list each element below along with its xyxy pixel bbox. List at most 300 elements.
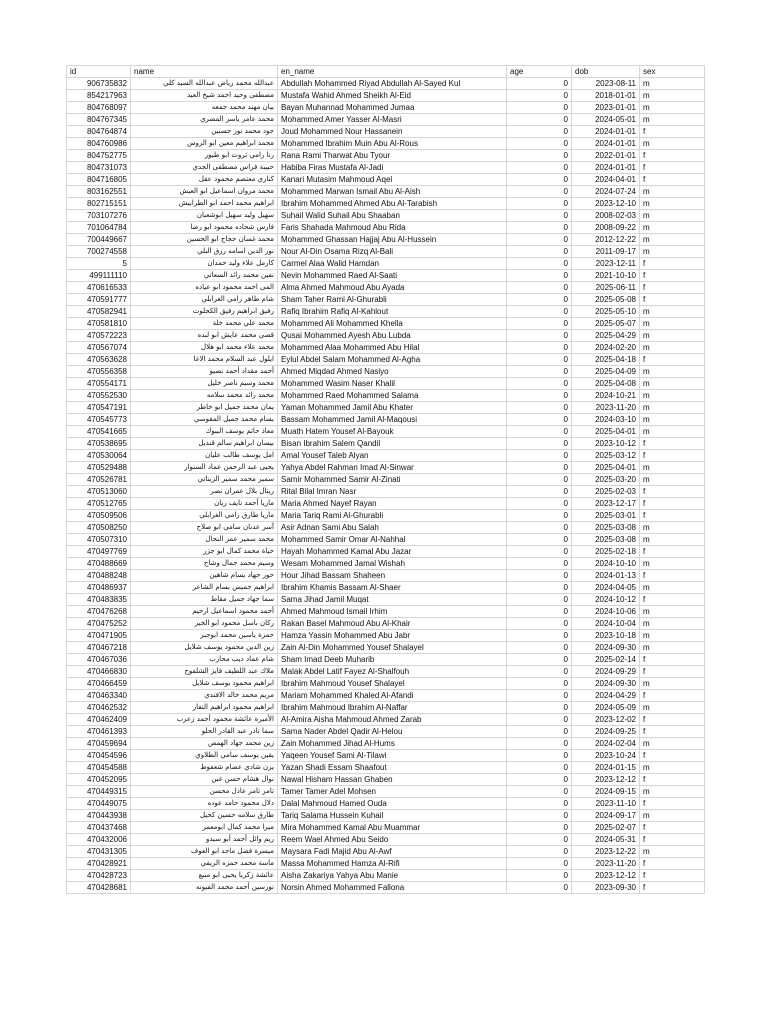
cell-en-name[interactable]: Ibrahim Khamis Bassam Al-Shaer <box>278 582 507 594</box>
cell-age[interactable]: 0 <box>507 882 572 894</box>
cell-sex[interactable]: f <box>640 546 705 558</box>
cell-id[interactable]: 470581810 <box>67 318 131 330</box>
cell-en-name[interactable]: Suhail Walid Suhail Abu Shaaban <box>278 210 507 222</box>
cell-name[interactable]: ملاك عبد اللطيف فايز الشلفوح <box>131 666 278 678</box>
cell-sex[interactable]: m <box>640 630 705 642</box>
cell-dob[interactable]: 2024-09-15 <box>572 786 640 798</box>
cell-sex[interactable]: m <box>640 426 705 438</box>
cell-sex[interactable]: f <box>640 594 705 606</box>
cell-en-name[interactable]: Joud Mohammed Nour Hassanein <box>278 126 507 138</box>
cell-dob[interactable]: 2025-04-08 <box>572 378 640 390</box>
cell-sex[interactable]: f <box>640 486 705 498</box>
cell-en-name[interactable]: Nour Al-Din Osama Rizq Al-Bali <box>278 246 507 258</box>
cell-name[interactable]: محمد رائد محمد سلامه <box>131 390 278 402</box>
cell-id[interactable]: 803162551 <box>67 186 131 198</box>
cell-id[interactable]: 470463340 <box>67 690 131 702</box>
cell-age[interactable]: 0 <box>507 750 572 762</box>
cell-id[interactable]: 701064784 <box>67 222 131 234</box>
cell-id[interactable]: 470530064 <box>67 450 131 462</box>
cell-dob[interactable]: 2024-04-29 <box>572 690 640 702</box>
cell-dob[interactable]: 2025-05-07 <box>572 318 640 330</box>
cell-dob[interactable]: 2025-04-18 <box>572 354 640 366</box>
cell-age[interactable]: 0 <box>507 258 572 270</box>
cell-name[interactable]: ماسة محمد حمزه الريفي <box>131 858 278 870</box>
cell-id[interactable]: 470545773 <box>67 414 131 426</box>
cell-dob[interactable]: 2023-11-20 <box>572 402 640 414</box>
cell-id[interactable]: 700274558 <box>67 246 131 258</box>
cell-en-name[interactable]: Mohammed Amer Yasser Al-Masri <box>278 114 507 126</box>
cell-id[interactable]: 470452095 <box>67 774 131 786</box>
cell-sex[interactable]: m <box>640 558 705 570</box>
cell-id[interactable]: 470507310 <box>67 534 131 546</box>
cell-sex[interactable]: f <box>640 570 705 582</box>
cell-en-name[interactable]: Malak Abdel Latif Fayez Al-Shalfouh <box>278 666 507 678</box>
cell-id[interactable]: 499111110 <box>67 270 131 282</box>
cell-dob[interactable]: 2018-01-01 <box>572 90 640 102</box>
cell-en-name[interactable]: Zain Al-Din Mohammed Yousef Shalayel <box>278 642 507 654</box>
cell-sex[interactable]: m <box>640 90 705 102</box>
cell-dob[interactable]: 2024-03-10 <box>572 414 640 426</box>
cell-age[interactable]: 0 <box>507 138 572 150</box>
cell-name[interactable]: حمزة ياسين محمد ابوجبر <box>131 630 278 642</box>
cell-id[interactable]: 470476268 <box>67 606 131 618</box>
cell-age[interactable]: 0 <box>507 174 572 186</box>
cell-sex[interactable]: m <box>640 210 705 222</box>
cell-age[interactable]: 0 <box>507 606 572 618</box>
cell-age[interactable]: 0 <box>507 522 572 534</box>
cell-id[interactable]: 470466830 <box>67 666 131 678</box>
cell-age[interactable]: 0 <box>507 366 572 378</box>
cell-id[interactable]: 5 <box>67 258 131 270</box>
cell-sex[interactable]: m <box>640 786 705 798</box>
cell-en-name[interactable]: Tariq Salama Hussein Kuhail <box>278 810 507 822</box>
cell-sex[interactable]: f <box>640 798 705 810</box>
cell-id[interactable]: 804731073 <box>67 162 131 174</box>
cell-dob[interactable]: 2024-10-10 <box>572 558 640 570</box>
cell-sex[interactable]: m <box>640 342 705 354</box>
cell-en-name[interactable]: Sham Taher Rami Al-Ghurabli <box>278 294 507 306</box>
cell-id[interactable]: 470582941 <box>67 306 131 318</box>
cell-id[interactable]: 470454588 <box>67 762 131 774</box>
cell-en-name[interactable]: Kanari Mutasim Mahmoud Aqel <box>278 174 507 186</box>
cell-en-name[interactable]: Mustafa Wahid Ahmed Sheikh Al-Eid <box>278 90 507 102</box>
cell-sex[interactable]: m <box>640 582 705 594</box>
cell-sex[interactable]: f <box>640 774 705 786</box>
cell-id[interactable]: 470616533 <box>67 282 131 294</box>
cell-sex[interactable]: m <box>640 114 705 126</box>
cell-name[interactable]: يقين يوسف سامي الطلاوي <box>131 750 278 762</box>
cell-name[interactable]: المى احمد محمود ابو عياده <box>131 282 278 294</box>
cell-en-name[interactable]: Habiba Firas Mustafa Al-Jadi <box>278 162 507 174</box>
cell-en-name[interactable]: Reem Wael Ahmed Abu Seido <box>278 834 507 846</box>
cell-sex[interactable]: f <box>640 654 705 666</box>
cell-age[interactable]: 0 <box>507 426 572 438</box>
cell-en-name[interactable]: Yaman Mohammed Jamil Abu Khater <box>278 402 507 414</box>
cell-age[interactable]: 0 <box>507 714 572 726</box>
cell-id[interactable]: 470437468 <box>67 822 131 834</box>
cell-id[interactable]: 470466459 <box>67 678 131 690</box>
cell-en-name[interactable]: Mohammed Ghassan Hajjaj Abu Al-Hussein <box>278 234 507 246</box>
cell-age[interactable]: 0 <box>507 594 572 606</box>
cell-sex[interactable]: m <box>640 138 705 150</box>
cell-dob[interactable]: 2024-05-09 <box>572 702 640 714</box>
cell-name[interactable]: عبدالله محمد رياض عبدالله السيد كلي <box>131 78 278 90</box>
cell-dob[interactable]: 2024-04-05 <box>572 582 640 594</box>
cell-id[interactable]: 470454596 <box>67 750 131 762</box>
cell-en-name[interactable]: Zain Mohammed Jihad Al-Hums <box>278 738 507 750</box>
cell-name[interactable]: ماريا أحمد نايف ريان <box>131 498 278 510</box>
cell-en-name[interactable]: Hour Jihad Bassam Shaheen <box>278 570 507 582</box>
cell-sex[interactable]: m <box>640 330 705 342</box>
cell-dob[interactable]: 2024-09-30 <box>572 678 640 690</box>
cell-id[interactable]: 470563628 <box>67 354 131 366</box>
cell-name[interactable]: يزن شادي عصام شعفوط <box>131 762 278 774</box>
cell-en-name[interactable]: Carmel Alaa Walid Hamdan <box>278 258 507 270</box>
cell-id[interactable]: 470428681 <box>67 882 131 894</box>
cell-sex[interactable]: f <box>640 690 705 702</box>
cell-en-name[interactable]: Ibrahim Mahmoud Ibrahim Al-Naffar <box>278 702 507 714</box>
cell-id[interactable]: 470432006 <box>67 834 131 846</box>
cell-sex[interactable]: f <box>640 450 705 462</box>
cell-dob[interactable]: 2025-03-20 <box>572 474 640 486</box>
cell-sex[interactable]: f <box>640 126 705 138</box>
cell-id[interactable]: 470541665 <box>67 426 131 438</box>
cell-name[interactable]: نورسين أحمد محمد الفيونه <box>131 882 278 894</box>
cell-sex[interactable]: f <box>640 714 705 726</box>
cell-age[interactable]: 0 <box>507 354 572 366</box>
cell-age[interactable]: 0 <box>507 114 572 126</box>
cell-id[interactable]: 804716805 <box>67 174 131 186</box>
cell-dob[interactable]: 2008-09-22 <box>572 222 640 234</box>
cell-dob[interactable]: 2025-04-01 <box>572 462 640 474</box>
cell-age[interactable]: 0 <box>507 726 572 738</box>
cell-name[interactable]: امل يوسف طالب عليان <box>131 450 278 462</box>
cell-id[interactable]: 470428921 <box>67 858 131 870</box>
cell-sex[interactable]: f <box>640 726 705 738</box>
cell-name[interactable]: ريم وائل أحمد أبو سيدو <box>131 834 278 846</box>
cell-name[interactable]: ابراهيم محمد احمد ابو الطرابيش <box>131 198 278 210</box>
cell-id[interactable]: 804752775 <box>67 150 131 162</box>
cell-age[interactable]: 0 <box>507 798 572 810</box>
cell-age[interactable]: 0 <box>507 78 572 90</box>
cell-name[interactable]: حياة محمد كمال ابو جزر <box>131 546 278 558</box>
cell-en-name[interactable]: Tamer Tamer Adel Mohsen <box>278 786 507 798</box>
cell-en-name[interactable]: Mohammed Ali Mohammed Khella <box>278 318 507 330</box>
cell-name[interactable]: تامر تامر عادل محسن <box>131 786 278 798</box>
cell-sex[interactable]: m <box>640 642 705 654</box>
cell-sex[interactable]: f <box>640 834 705 846</box>
cell-name[interactable]: شام طاهر رامي الغرابلي <box>131 294 278 306</box>
cell-age[interactable]: 0 <box>507 738 572 750</box>
cell-sex[interactable]: m <box>640 306 705 318</box>
cell-name[interactable]: سما جهاد جميل مقاط <box>131 594 278 606</box>
column-header-sex[interactable]: sex <box>640 66 705 78</box>
cell-en-name[interactable]: Abdullah Mohammed Riyad Abdullah Al-Sayed Kul <box>278 78 507 90</box>
cell-dob[interactable]: 2023-08-11 <box>572 78 640 90</box>
cell-name[interactable]: ابراهيم محمود يوسف شلايل <box>131 678 278 690</box>
cell-age[interactable]: 0 <box>507 126 572 138</box>
cell-name[interactable]: كارمل علاء وليد حمدان <box>131 258 278 270</box>
cell-name[interactable]: سمير محمد سمير الزيناتي <box>131 474 278 486</box>
cell-en-name[interactable]: Al-Amira Aisha Mahmoud Ahmed Zarab <box>278 714 507 726</box>
cell-name[interactable]: الأميرة عائشة محمود أحمد زعرب <box>131 714 278 726</box>
cell-id[interactable]: 470459694 <box>67 738 131 750</box>
cell-sex[interactable]: m <box>640 102 705 114</box>
cell-sex[interactable]: m <box>640 222 705 234</box>
cell-id[interactable]: 804768097 <box>67 102 131 114</box>
cell-en-name[interactable]: Maysara Fadi Majid Abu Al-Awf <box>278 846 507 858</box>
cell-age[interactable]: 0 <box>507 474 572 486</box>
cell-en-name[interactable]: Mohammed Marwan Ismail Abu Al-Aish <box>278 186 507 198</box>
cell-sex[interactable]: f <box>640 354 705 366</box>
cell-id[interactable]: 470449315 <box>67 786 131 798</box>
cell-id[interactable]: 470467218 <box>67 642 131 654</box>
cell-id[interactable]: 906735832 <box>67 78 131 90</box>
cell-en-name[interactable]: Ahmed Mahmoud Ismail Irhim <box>278 606 507 618</box>
cell-sex[interactable]: f <box>640 294 705 306</box>
cell-en-name[interactable]: Muath Hatem Yousef Al-Bayouk <box>278 426 507 438</box>
cell-dob[interactable]: 2025-03-01 <box>572 510 640 522</box>
cell-dob[interactable]: 2025-02-03 <box>572 486 640 498</box>
cell-name[interactable]: زين الدين محمود يوسف شلايل <box>131 642 278 654</box>
cell-age[interactable]: 0 <box>507 246 572 258</box>
cell-en-name[interactable]: Rafiq Ibrahim Rafiq Al-Kahlout <box>278 306 507 318</box>
cell-age[interactable]: 0 <box>507 870 572 882</box>
cell-id[interactable]: 854217963 <box>67 90 131 102</box>
cell-en-name[interactable]: Samir Mohammed Samir Al-Zinati <box>278 474 507 486</box>
cell-name[interactable]: ريتال بلال عمران نصر <box>131 486 278 498</box>
cell-sex[interactable]: f <box>640 258 705 270</box>
cell-id[interactable]: 470497769 <box>67 546 131 558</box>
cell-id[interactable]: 470428723 <box>67 870 131 882</box>
cell-sex[interactable]: m <box>640 234 705 246</box>
cell-id[interactable]: 470556358 <box>67 366 131 378</box>
cell-age[interactable]: 0 <box>507 438 572 450</box>
cell-sex[interactable]: m <box>640 198 705 210</box>
cell-id[interactable]: 470462532 <box>67 702 131 714</box>
cell-name[interactable]: محمد غسان حجاج ابو الحسين <box>131 234 278 246</box>
cell-dob[interactable]: 2025-05-10 <box>572 306 640 318</box>
cell-en-name[interactable]: Nawal Hisham Hassan Ghaben <box>278 774 507 786</box>
cell-dob[interactable]: 2023-10-18 <box>572 630 640 642</box>
cell-dob[interactable]: 2023-10-24 <box>572 750 640 762</box>
cell-name[interactable]: بسام محمد جميل المقوسي <box>131 414 278 426</box>
cell-name[interactable]: محمد مروان اسماعيل ابو العيش <box>131 186 278 198</box>
cell-age[interactable]: 0 <box>507 282 572 294</box>
cell-age[interactable]: 0 <box>507 786 572 798</box>
cell-sex[interactable]: f <box>640 438 705 450</box>
cell-en-name[interactable]: Alma Ahmed Mahmoud Abu Ayada <box>278 282 507 294</box>
cell-sex[interactable]: m <box>640 762 705 774</box>
cell-name[interactable]: نفين محمد رائد السعاتي <box>131 270 278 282</box>
cell-dob[interactable]: 2023-09-30 <box>572 882 640 894</box>
cell-age[interactable]: 0 <box>507 810 572 822</box>
cell-age[interactable]: 0 <box>507 330 572 342</box>
cell-id[interactable]: 470488669 <box>67 558 131 570</box>
cell-name[interactable]: محمد علي محمد خلة <box>131 318 278 330</box>
cell-sex[interactable]: m <box>640 474 705 486</box>
cell-id[interactable]: 470488248 <box>67 570 131 582</box>
cell-dob[interactable]: 2025-02-18 <box>572 546 640 558</box>
cell-id[interactable]: 470471905 <box>67 630 131 642</box>
cell-dob[interactable]: 2012-12-22 <box>572 234 640 246</box>
cell-sex[interactable]: f <box>640 750 705 762</box>
cell-age[interactable]: 0 <box>507 102 572 114</box>
cell-en-name[interactable]: Mohammed Raed Mohammed Salama <box>278 390 507 402</box>
cell-id[interactable]: 470461393 <box>67 726 131 738</box>
cell-en-name[interactable]: Sham Imad Deeb Muharib <box>278 654 507 666</box>
cell-name[interactable]: محمد سمير عمر النحال <box>131 534 278 546</box>
cell-dob[interactable]: 2022-01-01 <box>572 150 640 162</box>
cell-en-name[interactable]: Hayah Mohammed Kamal Abu Jazar <box>278 546 507 558</box>
cell-name[interactable]: آسر عدنان سامي ابو صلاح <box>131 522 278 534</box>
cell-sex[interactable]: m <box>640 414 705 426</box>
cell-dob[interactable]: 2024-04-01 <box>572 174 640 186</box>
cell-id[interactable]: 802715151 <box>67 198 131 210</box>
cell-en-name[interactable]: Mohammed Samir Omar Al-Nahhal <box>278 534 507 546</box>
cell-dob[interactable]: 2024-01-01 <box>572 138 640 150</box>
cell-age[interactable]: 0 <box>507 414 572 426</box>
cell-name[interactable]: أحمد محمود اسماعيل ارحيم <box>131 606 278 618</box>
cell-dob[interactable]: 2025-02-07 <box>572 822 640 834</box>
cell-dob[interactable]: 2024-05-01 <box>572 114 640 126</box>
cell-id[interactable]: 470552530 <box>67 390 131 402</box>
cell-age[interactable]: 0 <box>507 402 572 414</box>
cell-dob[interactable]: 2025-03-12 <box>572 450 640 462</box>
cell-id[interactable]: 804760986 <box>67 138 131 150</box>
cell-age[interactable]: 0 <box>507 306 572 318</box>
column-header-dob[interactable]: dob <box>572 66 640 78</box>
cell-sex[interactable]: m <box>640 402 705 414</box>
cell-id[interactable]: 470443938 <box>67 810 131 822</box>
cell-en-name[interactable]: Ibrahim Mohammed Ahmed Abu Al-Tarabish <box>278 198 507 210</box>
cell-en-name[interactable]: Maria Ahmed Nayef Rayan <box>278 498 507 510</box>
cell-sex[interactable]: m <box>640 186 705 198</box>
cell-en-name[interactable]: Bayan Muhannad Mohammed Jumaa <box>278 102 507 114</box>
cell-dob[interactable]: 2024-01-13 <box>572 570 640 582</box>
cell-name[interactable]: جود محمد نور حسنين <box>131 126 278 138</box>
cell-dob[interactable]: 2024-09-29 <box>572 666 640 678</box>
cell-dob[interactable]: 2023-12-02 <box>572 714 640 726</box>
cell-name[interactable]: محمد ابراهيم معين ابو الروس <box>131 138 278 150</box>
cell-dob[interactable]: 2025-03-08 <box>572 522 640 534</box>
cell-age[interactable]: 0 <box>507 558 572 570</box>
cell-name[interactable]: نور الدين اسامه رزق البلي <box>131 246 278 258</box>
cell-id[interactable]: 804764874 <box>67 126 131 138</box>
cell-age[interactable]: 0 <box>507 198 572 210</box>
cell-id[interactable]: 470462409 <box>67 714 131 726</box>
cell-age[interactable]: 0 <box>507 318 572 330</box>
cell-en-name[interactable]: Aisha Zakariya Yahya Abu Manie <box>278 870 507 882</box>
cell-sex[interactable]: m <box>640 390 705 402</box>
cell-sex[interactable]: f <box>640 822 705 834</box>
cell-en-name[interactable]: Rana Rami Tharwat Abu Tyour <box>278 150 507 162</box>
cell-age[interactable]: 0 <box>507 210 572 222</box>
cell-dob[interactable]: 2024-01-01 <box>572 162 640 174</box>
cell-name[interactable]: كناري معتصم محمود عقل <box>131 174 278 186</box>
cell-dob[interactable]: 2024-09-25 <box>572 726 640 738</box>
cell-id[interactable]: 470567074 <box>67 342 131 354</box>
cell-age[interactable]: 0 <box>507 618 572 630</box>
cell-age[interactable]: 0 <box>507 630 572 642</box>
cell-en-name[interactable]: Sama Jihad Jamil Muqat <box>278 594 507 606</box>
cell-name[interactable]: دلال محمود حامد عوده <box>131 798 278 810</box>
cell-en-name[interactable]: Mohammed Ibrahim Muin Abu Al-Rous <box>278 138 507 150</box>
column-header-age[interactable]: age <box>507 66 572 78</box>
cell-en-name[interactable]: Ahmed Miqdad Ahmed Nasiyo <box>278 366 507 378</box>
cell-dob[interactable]: 2011-09-17 <box>572 246 640 258</box>
cell-age[interactable]: 0 <box>507 546 572 558</box>
cell-en-name[interactable]: Yazan Shadi Essam Shaafout <box>278 762 507 774</box>
cell-sex[interactable]: f <box>640 666 705 678</box>
cell-age[interactable]: 0 <box>507 270 572 282</box>
cell-dob[interactable]: 2025-05-08 <box>572 294 640 306</box>
cell-en-name[interactable]: Amal Yousef Taleb Alyan <box>278 450 507 462</box>
cell-dob[interactable]: 2024-05-31 <box>572 834 640 846</box>
cell-age[interactable]: 0 <box>507 678 572 690</box>
cell-name[interactable]: قصي محمد عايش ابو لبده <box>131 330 278 342</box>
cell-name[interactable]: ايلول عبد السلام محمد الاغا <box>131 354 278 366</box>
cell-age[interactable]: 0 <box>507 450 572 462</box>
cell-name[interactable]: معاذ حاتم يوسف البيوك <box>131 426 278 438</box>
cell-dob[interactable]: 2008-02-03 <box>572 210 640 222</box>
cell-en-name[interactable]: Ibrahim Mahmoud Yousef Shalayel <box>278 678 507 690</box>
cell-name[interactable]: فارس شحاده محمود ابو رضا <box>131 222 278 234</box>
cell-en-name[interactable]: Rital Bilal Imran Nasr <box>278 486 507 498</box>
cell-name[interactable]: مصطفى وحيد احمد شيخ العيد <box>131 90 278 102</box>
cell-sex[interactable]: f <box>640 150 705 162</box>
cell-en-name[interactable]: Hamza Yassin Mohammed Abu Jabr <box>278 630 507 642</box>
column-header-name[interactable]: name <box>131 66 278 78</box>
cell-name[interactable]: يمان محمد جميل ابو خاطر <box>131 402 278 414</box>
cell-sex[interactable]: f <box>640 858 705 870</box>
cell-dob[interactable]: 2025-03-08 <box>572 534 640 546</box>
cell-en-name[interactable]: Yaqeen Yousef Sami Al-Tilawi <box>278 750 507 762</box>
cell-age[interactable]: 0 <box>507 342 572 354</box>
cell-age[interactable]: 0 <box>507 186 572 198</box>
cell-age[interactable]: 0 <box>507 234 572 246</box>
cell-sex[interactable]: f <box>640 882 705 894</box>
cell-id[interactable]: 470547191 <box>67 402 131 414</box>
cell-age[interactable]: 0 <box>507 666 572 678</box>
cell-age[interactable]: 0 <box>507 462 572 474</box>
cell-dob[interactable]: 2023-12-11 <box>572 258 640 270</box>
cell-id[interactable]: 804767345 <box>67 114 131 126</box>
cell-name[interactable]: نوال هشام حسن غبن <box>131 774 278 786</box>
cell-id[interactable]: 470529488 <box>67 462 131 474</box>
cell-dob[interactable]: 2024-10-06 <box>572 606 640 618</box>
cell-id[interactable]: 703107276 <box>67 210 131 222</box>
cell-age[interactable]: 0 <box>507 150 572 162</box>
cell-age[interactable]: 0 <box>507 378 572 390</box>
cell-name[interactable]: طارق سلامه حسين كحيل <box>131 810 278 822</box>
cell-id[interactable]: 470538695 <box>67 438 131 450</box>
cell-name[interactable]: رنا رامي ثروت ابو طيور <box>131 150 278 162</box>
cell-age[interactable]: 0 <box>507 534 572 546</box>
cell-dob[interactable]: 2023-01-01 <box>572 102 640 114</box>
column-header-id[interactable]: id <box>67 66 131 78</box>
cell-dob[interactable]: 2024-01-15 <box>572 762 640 774</box>
cell-dob[interactable]: 2023-12-17 <box>572 498 640 510</box>
cell-name[interactable]: ميرا محمد كمال ابومعمر <box>131 822 278 834</box>
cell-sex[interactable]: m <box>640 366 705 378</box>
cell-name[interactable]: مريم محمد خالد الافندي <box>131 690 278 702</box>
cell-sex[interactable]: m <box>640 246 705 258</box>
cell-name[interactable]: محمد عامر ياسر المصري <box>131 114 278 126</box>
cell-sex[interactable]: m <box>640 606 705 618</box>
cell-dob[interactable]: 2025-04-09 <box>572 366 640 378</box>
cell-sex[interactable]: m <box>640 522 705 534</box>
